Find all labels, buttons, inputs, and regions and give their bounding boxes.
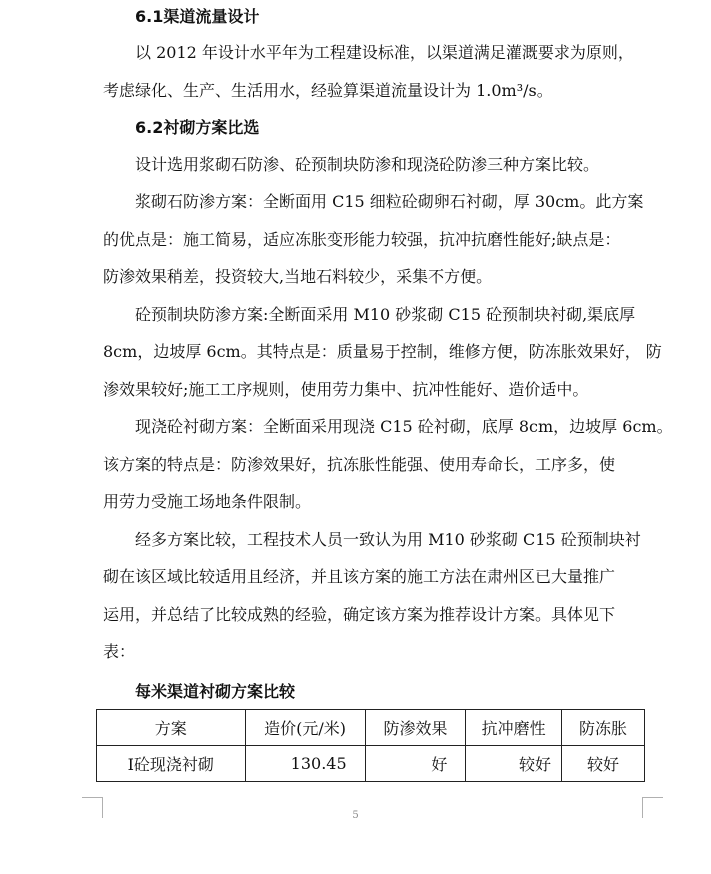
table-header-cell: 造价(元/米) [245, 710, 365, 746]
page-number: 5 [352, 810, 359, 821]
table-cell: 好 [365, 746, 466, 782]
paragraph-line: 设计选用浆砌石防渗、砼预制块防渗和现浇砼防渗三种方案比较。 [135, 155, 600, 174]
paragraph-line: 经多方案比较，工程技术人员一致认为用 M10 砂浆砌 C15 砼预制块衬 [135, 530, 641, 549]
paragraph-line: 渗效果较好;施工工序规则，使用劳力集中、抗冲性能好、造价适中。 [103, 380, 589, 399]
heading-6-1: 6.1渠道流量设计 [135, 7, 260, 26]
table-title: 每米渠道衬砌方案比较 [135, 682, 296, 701]
paragraph-line: 浆砌石防渗方案：全断面用 C15 细粒砼砌卵石衬砌，厚 30cm。此方案 [135, 192, 644, 211]
paragraph-line: 现浇砼衬砌方案：全断面采用现浇 C15 砼衬砌，底厚 8cm，边坡厚 6cm。 [135, 417, 673, 436]
paragraph-line: 以 2012 年设计水平年为工程建设标准，以渠道满足灌溉要求为原则， [135, 43, 634, 62]
paragraph-line: 的优点是：施工简易，适应冻胀变形能力较强，抗冲抗磨性能好;缺点是： [103, 230, 621, 249]
table-header-cell: 防渗效果 [365, 710, 466, 746]
paragraph-line: 8cm，边坡厚 6cm。其特点是：质量易于控制，维修方便，防冻胀效果好， 防 [103, 342, 662, 361]
paragraph-line: 表： [103, 642, 136, 661]
paragraph-line: 砌在该区域比较适用且经济，并且该方案的施工方法在肃州区已大量推广 [103, 567, 616, 586]
paragraph-line: 用劳力受施工场地条件限制。 [103, 492, 312, 511]
paragraph-line: 考虑绿化、生产、生活用水，经验算渠道流量设计为 1.0m³/s。 [103, 81, 553, 100]
table-cell: 130.45 [245, 746, 365, 782]
table-row [97, 746, 645, 782]
paragraph-line: 该方案的特点是：防渗效果好，抗冻胀性能强、使用寿命长，工序多，使 [103, 455, 616, 474]
paragraph-line: 砼预制块防渗方案:全断面采用 M10 砂浆砌 C15 砼预制块衬砌,渠底厚 [135, 305, 636, 324]
heading-6-2: 6.2衬砌方案比选 [135, 118, 260, 137]
table-cell: 较好 [466, 746, 562, 782]
table-header-row [97, 710, 645, 746]
table-header-cell: 方案 [97, 710, 246, 746]
paragraph-line: 防渗效果稍差，投资较大,当地石料较少，采集不方便。 [103, 267, 493, 286]
table-header-cell: 防冻胀 [561, 710, 644, 746]
paragraph-line: 运用，并总结了比较成熟的经验，确定该方案为推荐设计方案。具体见下 [103, 605, 616, 624]
table-cell: Ⅰ砼现浇衬砌 [97, 746, 246, 782]
comparison-table [96, 709, 645, 782]
table-header-cell: 抗冲磨性 [466, 710, 562, 746]
table-cell: 较好 [561, 746, 644, 782]
